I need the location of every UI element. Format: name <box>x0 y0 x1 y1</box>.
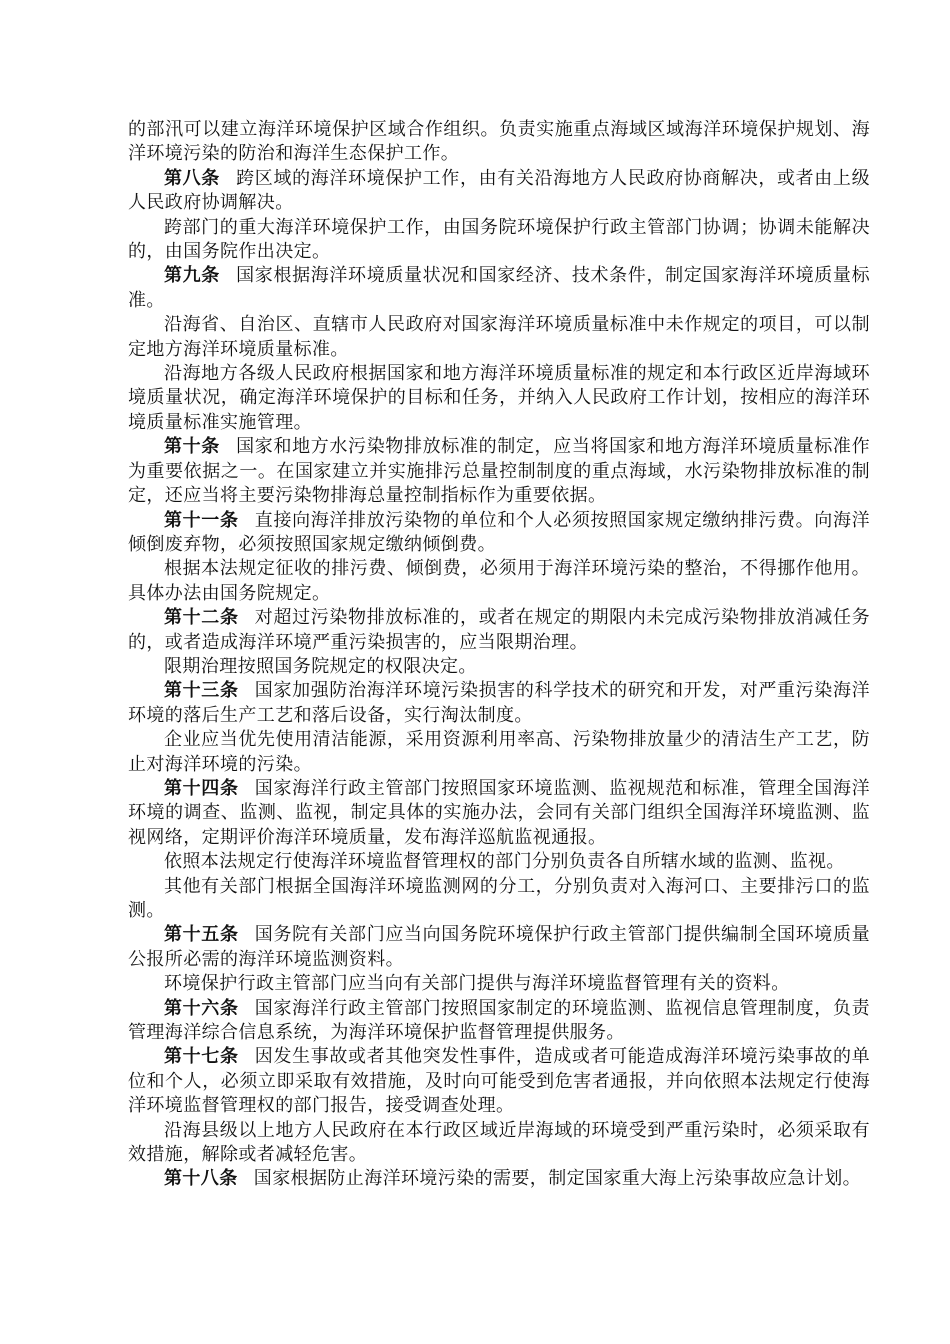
paragraph-text: 对超过污染物排放标准的，或者在规定的期限内未完成污染物排放消减任务的，或者造成海洋环境严重污染损害的，应当限期治理。 <box>128 607 870 653</box>
paragraph <box>128 557 870 606</box>
paragraph-text: 限期治理按照国务院规定的权限决定。 <box>164 655 477 677</box>
paragraph <box>128 655 870 679</box>
article-paragraph <box>128 435 870 508</box>
paragraph-text: 环境保护行政主管部门应当向有关部门提供与海洋环境监督管理有关的资料。 <box>164 973 790 995</box>
article-paragraph <box>128 679 870 728</box>
paragraph-text: 国家海洋行政主管部门按照国家制定的环境监测、监视信息管理制度，负责管理海洋综合信息系统，为海洋环境保护监督管理提供服务。 <box>128 997 870 1044</box>
article-number: 第九条 <box>164 265 220 287</box>
paragraph-text: 沿海地方各级人民政府根据国家和地方海洋环境质量标准的规定和本行政区近岸海域环境质量状况，确定海洋环境保护的目标和任务，并纳入人民政府工作计划，按相应的海洋环境质量标准实施管理。 <box>128 363 870 433</box>
paragraph-text: 依照本法规定行使海洋环境监督管理权的部门分别负责各自所辖水域的监测、监视。 <box>164 851 845 873</box>
paragraph <box>128 875 870 924</box>
article-paragraph <box>128 264 870 313</box>
article-number: 第十六条 <box>164 997 239 1019</box>
paragraph-text: 国务院有关部门应当向国务院环境保护行政主管部门提供编制全国环境质量公报所必需的海洋环境监测资料。 <box>128 924 870 970</box>
article-paragraph <box>128 923 870 972</box>
article-number: 第十四条 <box>164 777 239 799</box>
article-paragraph <box>128 167 870 216</box>
document-body <box>128 118 870 1192</box>
article-paragraph <box>128 777 870 850</box>
paragraph <box>128 118 870 167</box>
article-number: 第十三条 <box>164 680 239 702</box>
paragraph-text: 直接向海洋排放污染物的单位和个人必须按照国家规定缴纳排污费。向海洋倾倒废弃物，必须按照国家规定缴纳倾倒费。 <box>128 509 870 555</box>
paragraph-text: 沿海县级以上地方人民政府在本行政区域近岸海域的环境受到严重污染时，必须采取有效措施，解除或者减轻危害。 <box>128 1119 870 1166</box>
article-number: 第八条 <box>164 167 220 189</box>
paragraph-text: 沿海省、自治区、直辖市人民政府对国家海洋环境质量标准中未作规定的项目，可以制定地方海洋环境质量标准。 <box>128 314 870 360</box>
paragraph <box>128 313 870 362</box>
article-number: 第十二条 <box>164 607 239 629</box>
paragraph-text: 企业应当优先使用清洁能源，采用资源利用率高、污染物排放量少的清洁生产工艺，防止对海洋环境的污染。 <box>128 729 870 775</box>
paragraph-text: 的部汛可以建立海洋环境保护区域合作组织。负责实施重点海域区域海洋环境保护规划、海洋环境污染的防治和海洋生态保护工作。 <box>128 119 870 165</box>
paragraph-text: 国家加强防治海洋环境污染损害的科学技术的研究和开发，对严重污染海洋环境的落后生产工艺和落后设备，实行淘汰制度。 <box>128 680 870 726</box>
article-number: 第十一条 <box>164 509 239 531</box>
paragraph-text: 因发生事故或者其他突发性事件，造成或者可能造成海洋环境污染事故的单位和个人，必须立即采取有效措施，及时向可能受到危害者通报，并向依照本法规定行使海洋环境监督管理权的部门报告，接受调查处理。 <box>128 1046 870 1117</box>
article-paragraph <box>128 509 870 558</box>
paragraph-text: 国家根据海洋环境质量状况和国家经济、技术条件，制定国家海洋环境质量标准。 <box>128 265 870 311</box>
article-number: 第十五条 <box>164 924 239 946</box>
paragraph-text: 国家和地方水污染物排放标准的制定，应当将国家和地方海洋环境质量标准作为重要依据之一。在国家建立并实施排污总量控制制度的重点海域，水污染物排放标准的制定，还应当将主要污染物排海总量控制指标作为重要依据。 <box>128 436 870 507</box>
paragraph <box>128 972 870 996</box>
article-paragraph <box>128 606 870 655</box>
article-number: 第十八条 <box>164 1168 238 1190</box>
paragraph <box>128 216 870 265</box>
paragraph <box>128 1119 870 1168</box>
paragraph-text: 国家海洋行政主管部门按照国家环境监测、监视规范和标准，管理全国海洋环境的调查、监测、监视，制定具体的实施办法，会同有关部门组织全国海洋环境监测、监视网络，定期评价海洋环境质量，发布海洋巡航监视通报。 <box>128 777 870 848</box>
paragraph <box>128 728 870 777</box>
article-number: 第十条 <box>164 436 220 458</box>
paragraph <box>128 850 870 874</box>
paragraph-text: 国家根据防止海洋环境污染的需要，制定国家重大海上污染事故应急计划。 <box>253 1168 861 1190</box>
article-paragraph <box>128 1167 870 1191</box>
paragraph-text: 跨部门的重大海洋环境保护工作，由国务院环境保护行政主管部门协调；协调未能解决的，由国务院作出决定。 <box>128 216 870 263</box>
article-paragraph <box>128 997 870 1046</box>
paragraph <box>128 362 870 435</box>
article-number: 第十七条 <box>164 1046 239 1068</box>
paragraph-text: 跨区域的海洋环境保护工作，由有关沿海地方人民政府协商解决，或者由上级人民政府协调解决。 <box>128 167 870 214</box>
paragraph-text: 根据本法规定征收的排污费、倾倒费，必须用于海洋环境污染的整治，不得挪作他用。具体办法由国务院规定。 <box>128 558 870 604</box>
article-paragraph <box>128 1045 870 1118</box>
paragraph-text: 其他有关部门根据全国海洋环境监测网的分工，分别负责对入海河口、主要排污口的监测。 <box>128 875 870 921</box>
